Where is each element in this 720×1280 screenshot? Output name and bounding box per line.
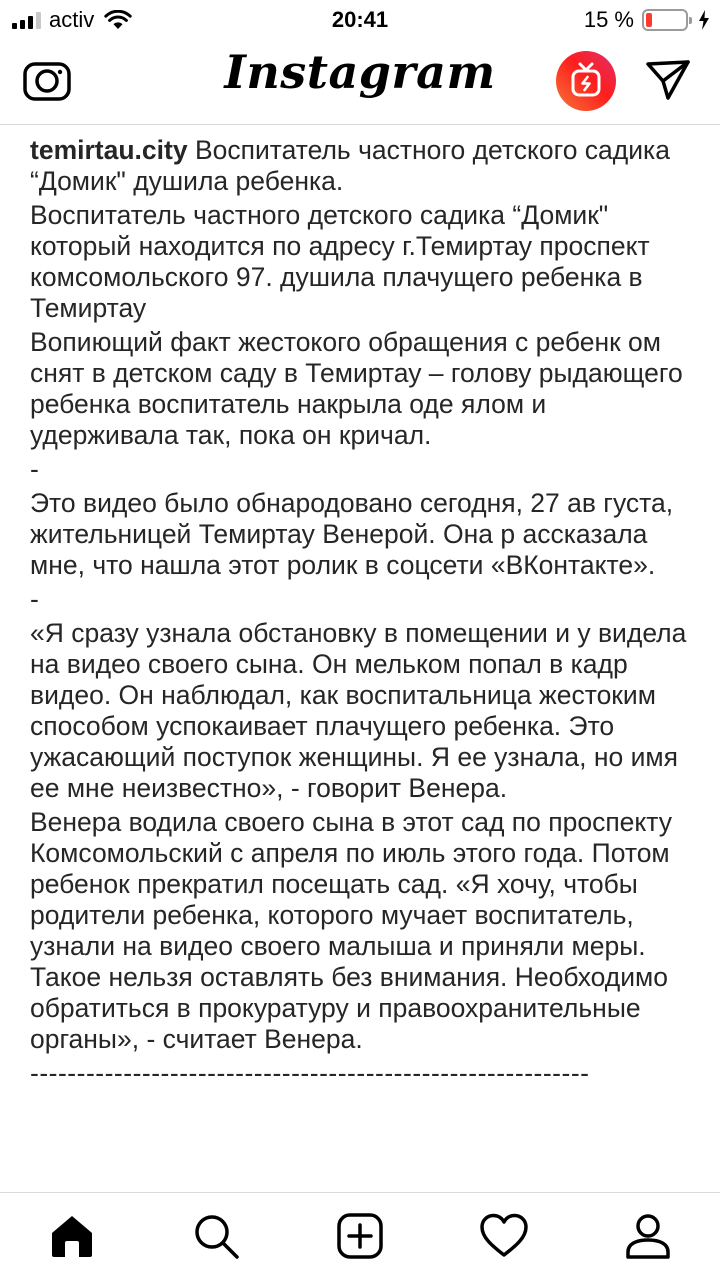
search-icon	[191, 1211, 241, 1261]
caption-header	[30, 135, 702, 197]
tab-new-post[interactable]	[335, 1211, 385, 1261]
caption-dash: -	[30, 454, 39, 484]
caption-paragraph: Воспитатель частного детского садика “Домик" который находится по адресу г.Темиртау проспект комсомольского 97. душила плачущего ребенка в Темиртау	[30, 200, 650, 323]
status-right	[584, 7, 710, 33]
caption-paragraph: Вопиющий факт жестокого обращения с ребенк ом снят в детском саду в Темиртау – голову рыдающего ребенка воспитатель накрыла оде ялом и удерживала так, пока он кричал.	[30, 327, 683, 450]
post-username[interactable]: temirtau.city	[30, 135, 188, 165]
new-post-icon	[335, 1211, 385, 1261]
caption-paragraph: Венера водила своего сына в этот сад по проспекту Комсомольский с апреля по июль этого года. Потом ребенок прекратил посещать сад. «Я хочу, чтобы родители ребенка, которого мучает воспитатель, узнали на видео своего малыша и приняли меры. Такое нельзя оставлять без внимания. Необходимо обратиться в прокуратуру и правоохранительные органы», - считает Венера.	[30, 807, 672, 1054]
bottom-tab-bar	[0, 1192, 720, 1280]
igtv-button[interactable]	[556, 51, 616, 111]
home-icon	[47, 1211, 97, 1261]
battery-percentage: 15 %	[583, 7, 634, 32]
top-navigation-bar	[0, 40, 720, 125]
clock-time: 20:41	[331, 7, 389, 32]
post-caption	[30, 135, 702, 1089]
carrier-name: activ	[49, 7, 95, 32]
caption-dash: -	[30, 584, 39, 614]
tab-search[interactable]	[191, 1211, 241, 1261]
igtv-icon	[556, 51, 616, 111]
instagram-logo: Instagram	[224, 45, 496, 99]
tab-activity[interactable]	[479, 1211, 529, 1261]
battery-icon	[642, 9, 688, 31]
status-bar	[0, 0, 720, 40]
profile-icon	[623, 1211, 673, 1261]
activity-heart-icon	[479, 1211, 529, 1261]
caption-paragraph: «Я сразу узнала обстановку в помещении и у видела на видео своего сына. Он мельком попал в кадр видео. Он наблюдал, как воспитальница жестоким способом успокаивает плачущего ребенка. Это ужасающий поступок женщины. Я ее узнала, но имя ее мне неизвестно», - говорит Венера.	[30, 618, 687, 803]
tab-home[interactable]	[47, 1211, 97, 1261]
direct-message-button[interactable]	[644, 56, 692, 104]
battery-level-fill	[646, 13, 652, 27]
charging-bolt-icon	[698, 10, 710, 30]
caption-separator: ------------------------------------------------------------	[30, 1058, 590, 1088]
tab-profile[interactable]	[623, 1211, 673, 1261]
direct-message-icon	[644, 56, 692, 104]
post-title: Воспитатель частного детского садика “Домик" душила ребенка.	[30, 135, 670, 196]
caption-paragraph: Это видео было обнародовано сегодня, 27 ав густа, жительницей Темиртау Венерой. Она р ассказала мне, что нашла этот ролик в соцсети «ВКонтакте».	[30, 488, 674, 580]
